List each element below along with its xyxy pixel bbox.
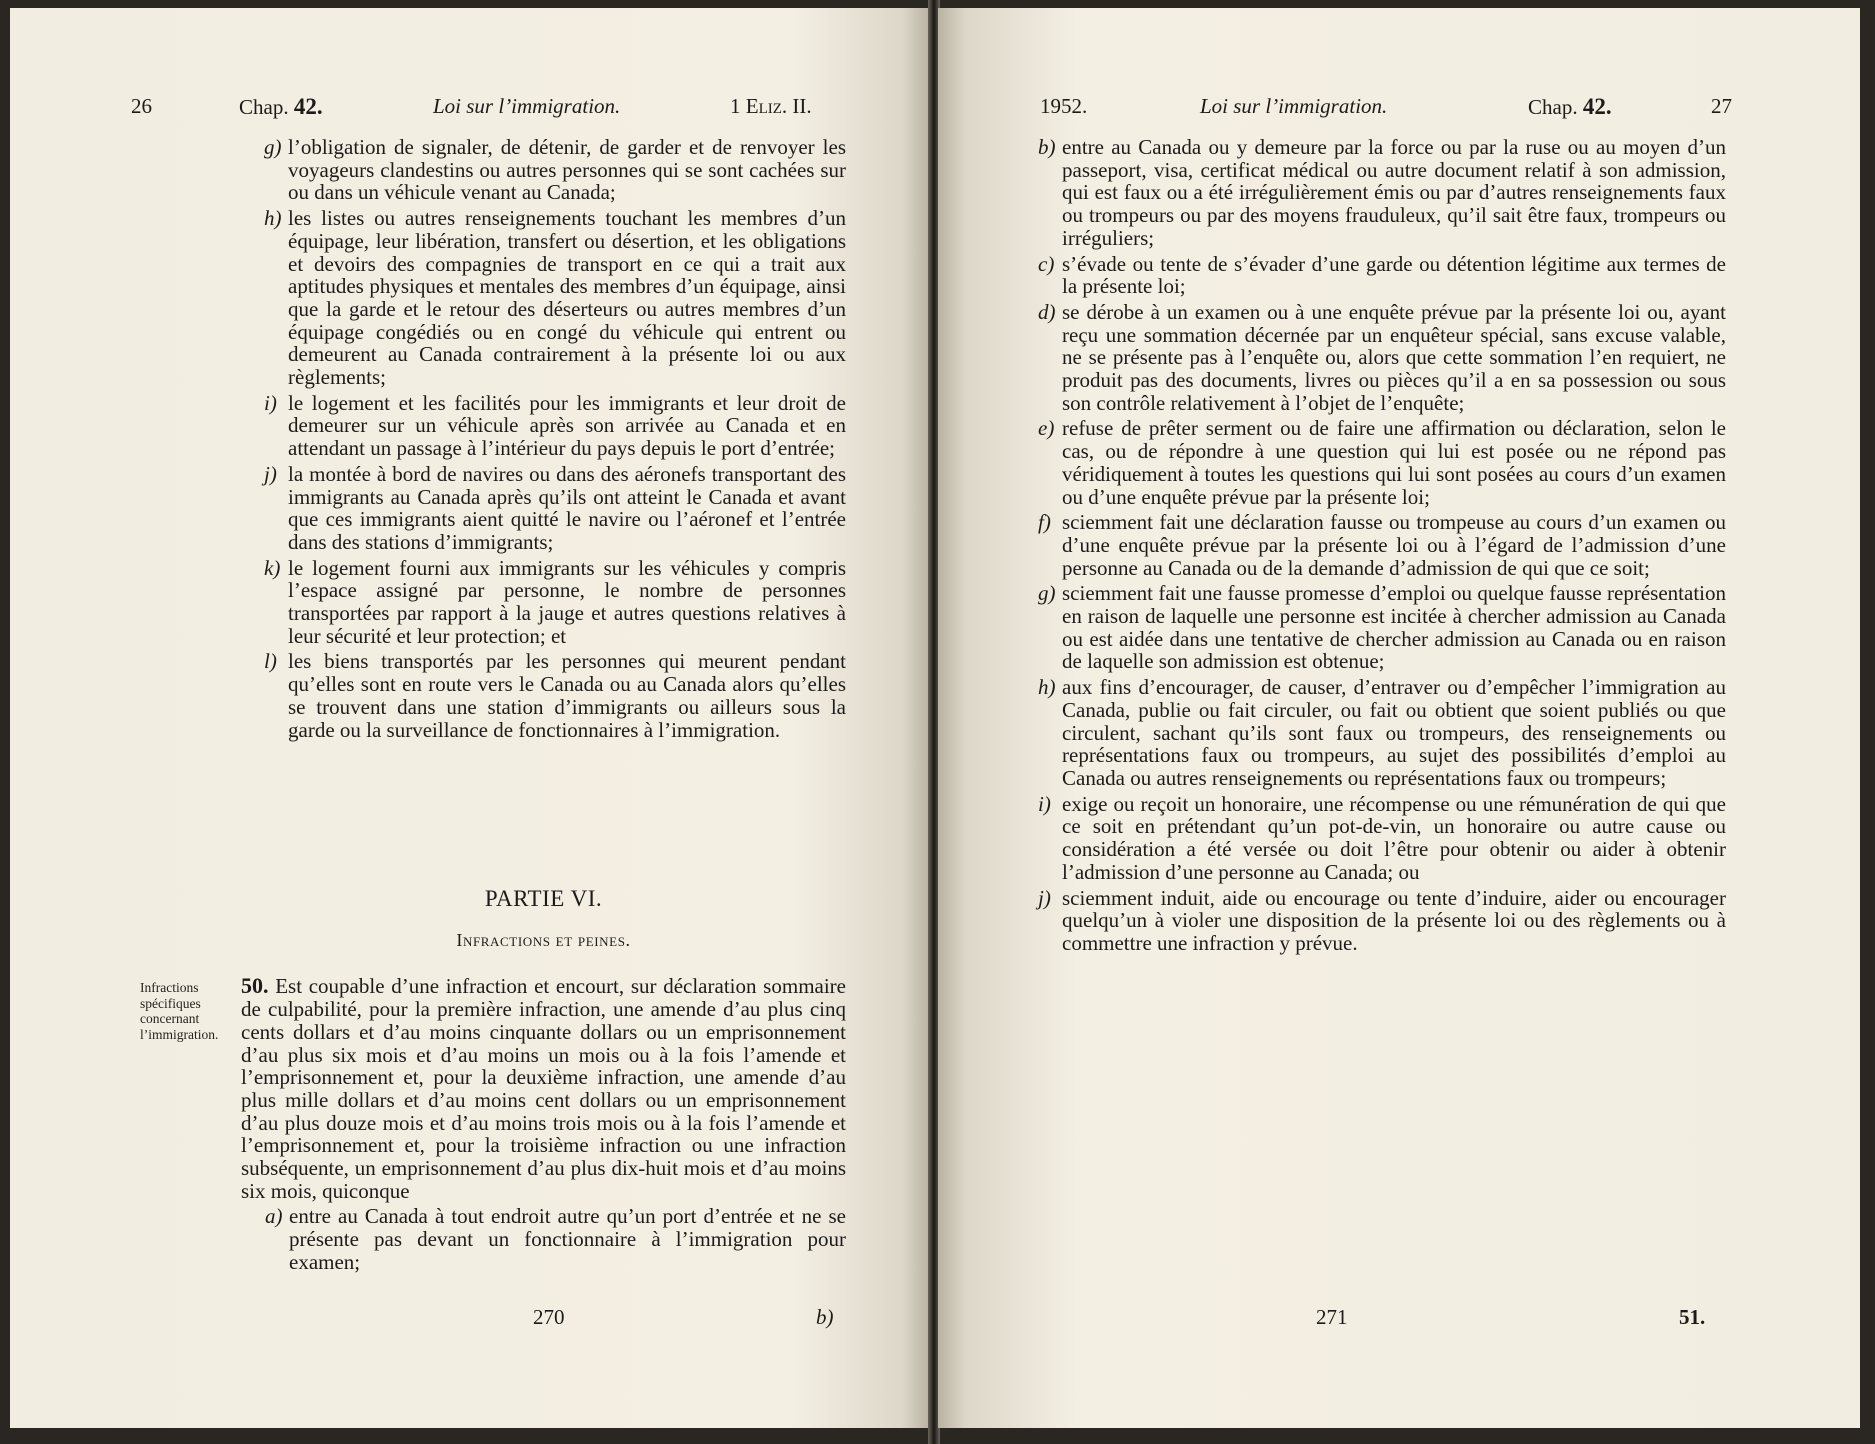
clause-item <box>1038 582 1726 673</box>
part-heading: PARTIE VI. <box>484 886 603 911</box>
clause-a <box>265 1205 846 1273</box>
margin-note: Infractions spécifiques concernant l’immigration. <box>140 980 219 1042</box>
clause-text: s’évade ou tente de s’évader d’une garde ou détention légitime aux termes de la présente loi; <box>1062 251 1726 299</box>
part-subheading: Infractions et peines. <box>456 929 631 950</box>
clause-text: les listes ou autres renseignements touchant les membres d’un équipage, leur libération, transfert ou désertion, et les obligations et devoirs des compagnies de transport en ce qui a trait aux aptitudes physiques et mentales des membres d’un équipage, ainsi que la garde et le retour des déserteurs ou autres membres d’un équipage congédiés ou en congé du véhicule qui entrent ou demeurent au Canada contrairement à la présente loi ou aux règlements; <box>288 206 846 390</box>
clause-item <box>1038 253 1726 298</box>
clause-letter: j) <box>1038 885 1051 910</box>
clause-item <box>1038 417 1726 508</box>
clause-text: exige ou reçoit un honoraire, une récompense ou une rémunération de qui que ce soit en prétendant qu’un pot-de-vin, un honoraire ou autre cause ou considération a été versée ou doit l’être pour obtenir ou aider à obtenir l’admission d’une personne au Canada; ou <box>1062 791 1726 884</box>
clause-text: se dérobe à un examen ou à une enquête prévue par la présente loi ou, ayant reçu une sommation décernée par un enquêteur spécial, sans excuse valable, ne se présente pas à l’enquête ou, alors que cette sommation l’en requiert, ne produit pas des documents, livres ou pièces qu’il a en sa possession ou sous son contrôle relativement à l’objet de l’enquête; <box>1062 299 1726 415</box>
part-block <box>241 854 846 1277</box>
right-year: 1952. <box>1040 94 1088 118</box>
clause-item <box>264 392 846 460</box>
clause-letter: b) <box>1038 135 1056 159</box>
clause-letter: i) <box>264 390 277 415</box>
left-page <box>10 8 930 1428</box>
clause-letter: d) <box>1038 299 1056 324</box>
clause-item <box>264 136 846 204</box>
clause-letter: h) <box>1038 675 1056 700</box>
clause-text: sciemment induit, aide ou encourage ou tente d’induire, aider ou encourager quelqu’un à violer une disposition de la présente loi ou des règlements ou à commettre une infraction y prévue. <box>1062 885 1726 955</box>
section-number: 50. <box>241 973 269 999</box>
clause-text: entre au Canada ou y demeure par la force ou par la ruse ou au moyen d’un passeport, visa, certificat médical ou autre document relatif à son admission, qui est faux ou a été irrégulièrement émis ou par d’autres renseignements faux ou trompeurs ou par des moyens frauduleux, qu’il sait être faux, trompeurs ou irréguliers; <box>1062 135 1726 250</box>
left-footer-catchword: b) <box>816 1305 834 1329</box>
chap-number: 42. <box>1582 94 1612 119</box>
clause-text: le logement et les facilités pour les immigrants et leur droit de demeurer sur un véhicule après son arrivée au Canada et en attendant un passage à l’intérieur du pays depuis le port d’entrée; <box>288 390 846 461</box>
right-running-title: Loi sur l’immigration. <box>1200 94 1388 118</box>
right-page <box>938 8 1860 1428</box>
clause-text: entre au Canada à tout endroit autre qu’un port d’entrée et ne se présente pas devant un fonctionnaire à l’immigration pour examen; <box>289 1204 846 1274</box>
clause-item <box>264 463 846 554</box>
left-clauses-block <box>264 136 846 744</box>
clause-letter: j) <box>264 461 277 486</box>
clause-text: le logement fourni aux immigrants sur les véhicules y compris l’espace assigné par personne, le nombre de personnes transportées par rapport à la jauge et autres questions relatives à leur sécurité et leur protection; et <box>288 555 846 648</box>
clause-item <box>1038 301 1726 415</box>
clause-letter: e) <box>1038 416 1055 441</box>
clause-letter: g) <box>264 135 282 159</box>
right-footer-page-number: 271 <box>1316 1305 1348 1329</box>
clause-item <box>1038 136 1726 250</box>
clause-item <box>1038 793 1726 884</box>
clause-item <box>264 650 846 741</box>
clause-item <box>1038 676 1726 790</box>
left-page-number: 26 <box>131 94 152 118</box>
left-footer-page-number: 270 <box>533 1305 565 1329</box>
clause-text: sciemment fait une fausse promesse d’emploi ou quelque fausse représentation en raison de laquelle une personne est incitée à chercher admission au Canada ou est aidée dans une tentative de chercher admission au Canada ou en raison de laquelle son admission est obtenue; <box>1062 581 1726 674</box>
clause-item <box>264 207 846 389</box>
left-chapter-label <box>239 94 323 120</box>
clause-letter: h) <box>264 206 282 231</box>
right-clauses-block <box>1038 136 1726 958</box>
clause-letter: i) <box>1038 791 1051 816</box>
clause-text: sciemment fait une déclaration fausse ou trompeuse au cours d’un examen ou d’une enquête prévue par la présente loi ou à l’égard de l’admission d’une personne au Canada ou de la demande d’admission de qui que ce soit; <box>1062 510 1726 580</box>
clause-letter: a) <box>265 1204 283 1229</box>
section-50 <box>241 975 846 1202</box>
clause-text: aux fins d’encourager, de causer, d’entraver ou d’empêcher l’immigration au Canada, publie ou fait circuler, ou fait ou obtient que soient publiés ou que circulent, sachant qu’ils sont faux ou trompeurs, des renseignements ou représentations faux ou trompeurs, au sujet des possibilités d’emploi au Canada ou autres renseignements ou représentations faux ou trompeurs; <box>1062 675 1726 790</box>
right-page-number: 27 <box>1711 94 1732 118</box>
clause-item <box>1038 887 1726 955</box>
right-footer-catchword: 51. <box>1679 1305 1706 1329</box>
clause-text: la montée à bord de navires ou dans des aéronefs transportant des immigrants au Canada après qu’ils ont atteint le Canada et avant que ces immigrants aient quitté le navire ou l’aéronef et l’entrée dans des stations d’immigrants; <box>288 461 846 554</box>
left-running-title: Loi sur l’immigration. <box>433 94 621 118</box>
section-text: Est coupable d’une infraction et encourt, sur déclaration sommaire de culpabilité, pour la première infraction, une amende d’au plus cinq cents dollars et d’au moins cinquante dollars ou un emprisonnement d’au plus six mois et d’au moins un mois ou à la fois l’amende et l’emprisonnement et, pour la deuxième infraction, une amende d’au plus mille dollars et d’au moins cent dollars ou un emprisonnement d’au plus douze mois et d’au moins trois mois ou à la fois l’amende et l’emprisonnement et, pour la troisième infraction ou une infraction subséquente, un emprisonnement d’au plus dix-huit mois et d’au moins six mois, quiconque <box>241 974 846 1203</box>
left-regnal-year: 1 Eliz. II. <box>730 94 812 118</box>
chap-label: Chap. <box>239 95 289 119</box>
clause-text: l’obligation de signaler, de détenir, de garder et de renvoyer les voyageurs clandestins ou autres personnes qui se sont cachées sur ou dans un véhicule venant au Canada; <box>288 135 846 205</box>
clause-item <box>1038 511 1726 579</box>
clause-letter: c) <box>1038 251 1055 276</box>
chap-number: 42. <box>293 94 323 119</box>
clause-letter: g) <box>1038 581 1056 606</box>
right-chapter-label <box>1528 94 1612 120</box>
clause-item <box>264 557 846 648</box>
clause-text: les biens transportés par les personnes qui meurent pendant qu’elles sont en route vers le Canada ou au Canada alors qu’elles se trouvent dans une station d’immigrants ou ailleurs sous la garde ou la surveillance de fonctionnaires à l’immigration. <box>288 649 846 742</box>
clause-letter: k) <box>264 555 281 580</box>
clause-text: refuse de prêter serment ou de faire une affirmation ou déclaration, selon le cas, ou de répondre à une question qui lui est posée ou ne répond pas véridiquement à toutes les questions qui lui sont posées au cours d’un examen ou d’une enquête prévue par la présente loi; <box>1062 416 1726 509</box>
chap-label: Chap. <box>1528 95 1578 119</box>
clause-letter: l) <box>264 649 277 674</box>
clause-letter: f) <box>1038 510 1051 535</box>
